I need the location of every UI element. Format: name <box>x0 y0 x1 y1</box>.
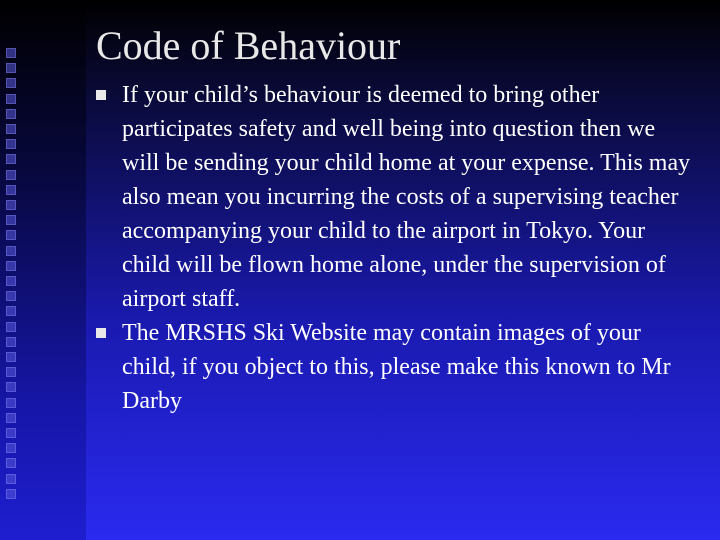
decorative-square <box>6 48 16 58</box>
decorative-square <box>6 352 16 362</box>
slide-title: Code of Behaviour <box>96 23 401 68</box>
decorative-square <box>6 154 16 164</box>
decorative-square <box>6 337 16 347</box>
decorative-square <box>6 474 16 484</box>
decorative-square <box>6 276 16 286</box>
decorative-square <box>6 78 16 88</box>
decorative-square <box>6 322 16 332</box>
decorative-square <box>6 367 16 377</box>
decorative-square <box>6 291 16 301</box>
decorative-square <box>6 139 16 149</box>
decorative-square <box>6 306 16 316</box>
decorative-square <box>6 124 16 134</box>
decorative-square <box>6 443 16 453</box>
decorative-square <box>6 200 16 210</box>
decorative-square <box>6 215 16 225</box>
decorative-square <box>6 246 16 256</box>
decorative-square <box>6 458 16 468</box>
decorative-square <box>6 230 16 240</box>
decorative-square <box>6 261 16 271</box>
decorative-square <box>6 428 16 438</box>
decorative-square <box>6 63 16 73</box>
decorative-square <box>6 185 16 195</box>
decorative-square <box>6 170 16 180</box>
square-bullet-icon <box>96 90 106 100</box>
decorative-square <box>6 94 16 104</box>
bullet-list <box>96 78 696 418</box>
bullet-text-1: If your child’s behaviour is deemed to bring other participates safety and well being into question then we will be sending your child home at your expense. This may also mean you incurring the costs of a supervising teacher accompanying your child to the airport in Tokyo. Your child will be flown home alone, under the supervision of airport staff. <box>122 82 691 312</box>
decorative-square <box>6 413 16 423</box>
decorative-square <box>6 382 16 392</box>
square-bullet-icon <box>96 328 106 338</box>
decorative-square <box>6 489 16 499</box>
decorative-square <box>6 398 16 408</box>
bullet-item-2 <box>96 316 696 418</box>
decorative-square <box>6 109 16 119</box>
bullet-text-2: The MRSHS Ski Website may contain images of your child, if you object to this, please make this known to Mr Darby <box>122 320 671 414</box>
bullet-item-1 <box>96 78 696 316</box>
